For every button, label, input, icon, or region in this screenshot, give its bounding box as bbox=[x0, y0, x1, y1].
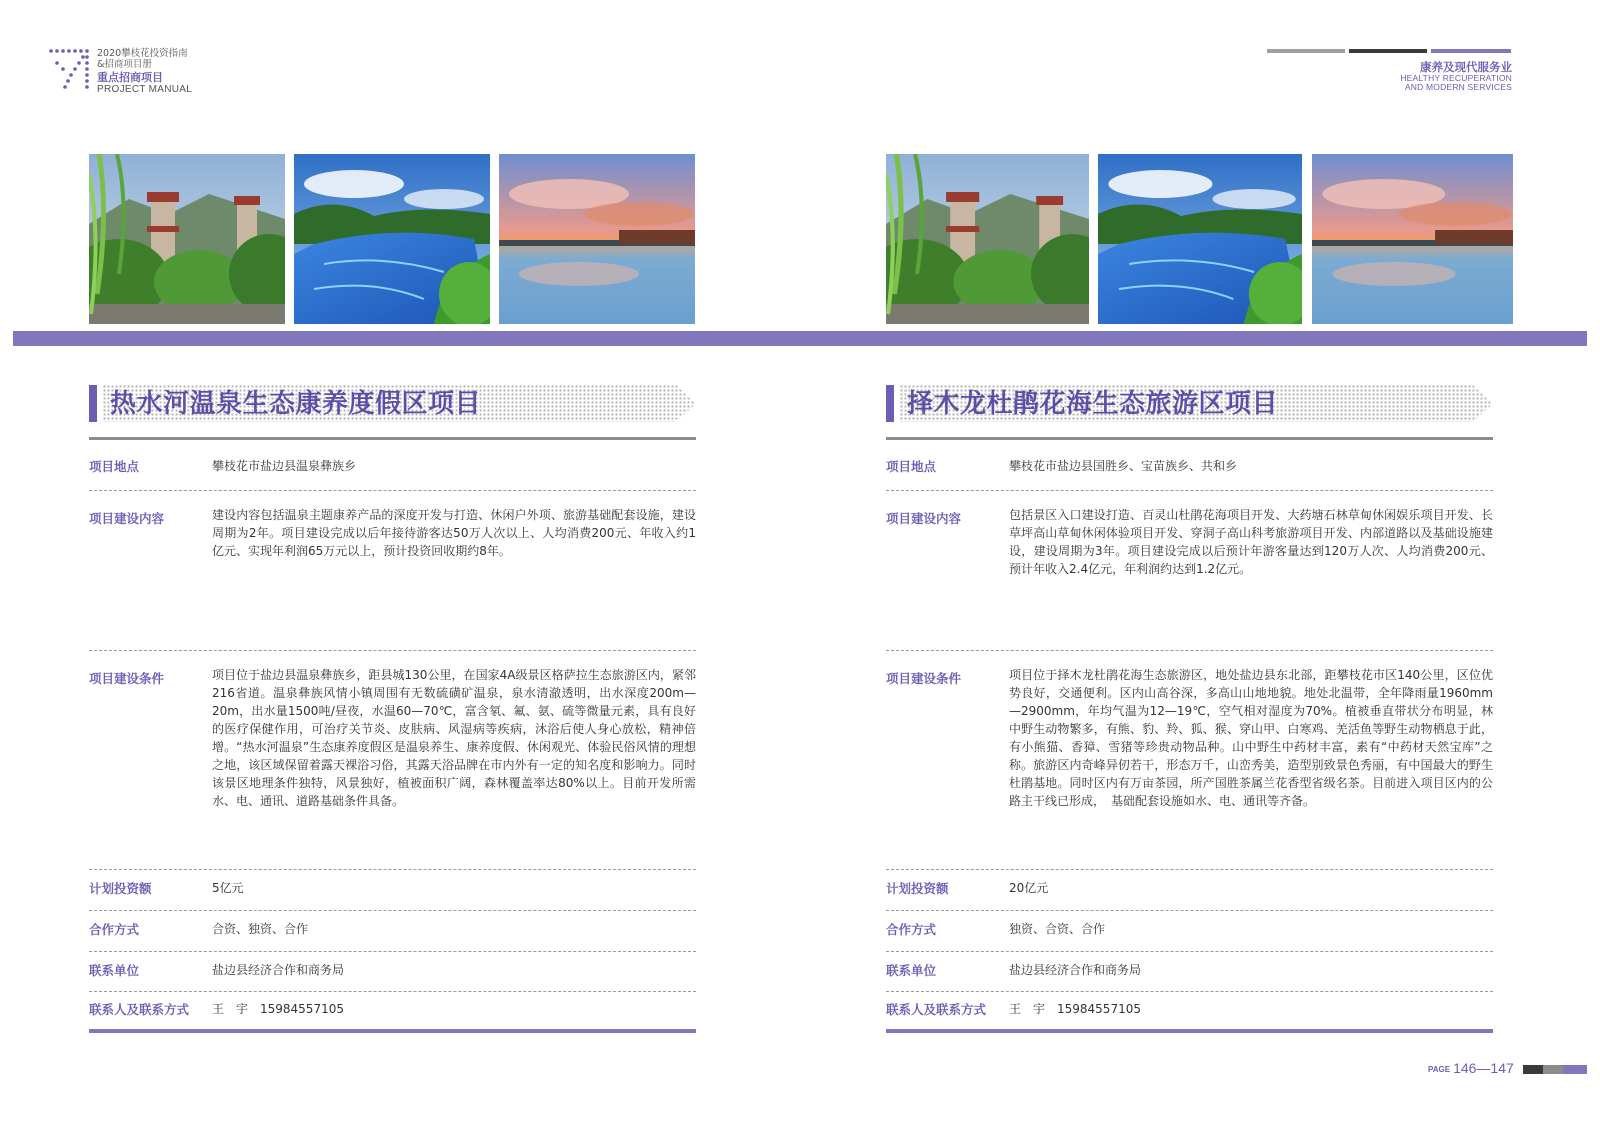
page-label: PAGE bbox=[1428, 1065, 1451, 1074]
bottom-rule bbox=[89, 1029, 696, 1033]
sector-title-en-1: HEALTHY RECUPERATION bbox=[1400, 73, 1512, 83]
conditions-value: 项目位于盐边县温泉彝族乡，距县城130公里，在国家4A级景区格萨拉生态旅游区内，紧邻216省道。温泉彝族风情小镇周围有无数硫磺矿温泉，泉水清澈透明，出水深度200m—20m，出水量1500吨/昼夜，水温60—70℃，富含氡、氟、氨、硫等微量元素，具有良好的医疗保健作用，可治疗关节炎、皮肤病、风湿病等疾病，沐浴后使人身心放松，精神倍增。“热水河温泉”生态康养度假区是温泉养生、康养度假、休闲观光、体验民俗风情的理想之地，该区域保留着露天裸浴习俗，其露天浴品牌在市内外有一定的知名度和影响力。同时该景区地理条件独特，风景独好，植被面积广阔，森林覆盖率达80%以上。目前开发所需水、电、通讯、道路基础条件具备。 bbox=[212, 668, 696, 808]
row-separator bbox=[886, 991, 1493, 992]
investment-value: 20亿元 bbox=[1009, 881, 1049, 895]
sunset-lake-photo bbox=[499, 154, 695, 324]
conditions-value: 项目位于择木龙杜鹃花海生态旅游区，地处盐边县东北部，距攀枝花市区140公里，区位优势良好，交通便利。区内山高谷深，多高山山地地貌。地处北温带，全年降雨量1960mm—2900mm，年均气温为12—19℃，空气相对湿度为70%。植被垂直带状分布明显，林中野生动物繁多，有熊、豹、羚、狐、猴、穿山甲、白寒鸡、羌活鱼等野生动物栖息于此，有小熊猫、香獐、雪猪等珍贵动物品种。山中野生中药材丰富，素有“中药材天然宝库”之称。旅游区内奇峰异仞若干，形态万千，山峦秀美，造型别致景色秀丽，有中国最大的野生杜鹃基地。同时区内有万亩茶园，所产国胜茶属兰花香型省级名茶。目前进入项目区内的公路主干线已形成， 基础配套设施如水、电、通讯等齐备。 bbox=[1009, 668, 1493, 808]
row-separator bbox=[89, 869, 696, 870]
investment-label: 计划投资额 bbox=[89, 881, 152, 896]
contact-person-value: 王 宇 15984557105 bbox=[212, 1002, 344, 1016]
location-value: 攀枝花市盐边县温泉彝族乡 bbox=[212, 459, 357, 473]
conditions-label: 项目建设条件 bbox=[886, 671, 962, 686]
sunset-lake-photo bbox=[1312, 154, 1513, 324]
content-label: 项目建设内容 bbox=[886, 511, 962, 526]
title-accent-bar bbox=[886, 385, 894, 422]
cooperation-label: 合作方式 bbox=[89, 922, 140, 937]
row-separator bbox=[886, 951, 1493, 952]
project-title: 热水河温泉生态康养度假区项目 bbox=[110, 389, 482, 419]
pool-with-palms-photo bbox=[294, 154, 490, 324]
content-value: 包括景区入口建设打造、百灵山杜鹃花海项目开发、大药塘石林草甸休闲娱乐项目开发、长草坪高山草甸休闲体验项目开发、穿洞子高山科考旅游项目开发、内部道路以及基础设施建设，建设周期为3年。项目建设完成以后预计年游客量达到120万人次、人均消费200元、预计年收入2.4亿元，年利润约达到1.2亿元。 bbox=[1009, 508, 1493, 576]
cooperation-label: 合作方式 bbox=[886, 922, 937, 937]
title-accent-bar bbox=[89, 385, 97, 422]
content-label: 项目建设内容 bbox=[89, 511, 165, 526]
investment-value: 5亿元 bbox=[212, 881, 244, 895]
investment-label: 计划投资额 bbox=[886, 881, 949, 896]
title-rule bbox=[89, 437, 696, 440]
section-band bbox=[13, 331, 1587, 346]
conditions-label: 项目建设条件 bbox=[89, 671, 165, 686]
row-separator bbox=[886, 910, 1493, 911]
sector-title-en-2: AND MODERN SERVICES bbox=[1404, 82, 1512, 92]
contact-unit-label: 联系单位 bbox=[886, 963, 937, 978]
row-separator bbox=[89, 650, 696, 651]
brand-logo-icon bbox=[48, 48, 92, 92]
row-separator bbox=[886, 869, 1493, 870]
tower-in-greenery-photo bbox=[886, 154, 1089, 324]
contact-person-label: 联系人及联系方式 bbox=[89, 1002, 190, 1017]
row-separator bbox=[89, 910, 696, 911]
contact-unit-label: 联系单位 bbox=[89, 963, 140, 978]
cooperation-value: 独资、合资、合作 bbox=[1009, 922, 1106, 936]
cooperation-value: 合资、独资、合作 bbox=[212, 922, 309, 936]
contact-person-label: 联系人及联系方式 bbox=[886, 1002, 987, 1017]
sector-header bbox=[1400, 60, 1512, 92]
row-separator bbox=[886, 650, 1493, 651]
contact-person-value: 王 宇 15984557105 bbox=[1009, 1002, 1141, 1016]
content-value: 建设内容包括温泉主题康养产品的深度开发与打造、休闲户外项、旅游基础配套设施，建设周期为2年。项目建设完成以后年接待游客达50万人次以上、人均消费200元、年收入约1亿元、实现年利润65万元以上，预计投资回收期约8年。 bbox=[212, 508, 696, 558]
row-separator bbox=[886, 490, 1493, 491]
contact-unit-value: 盐边县经济合作和商务局 bbox=[1009, 963, 1142, 977]
manual-title-line2: &招商项目册 bbox=[97, 59, 152, 70]
manual-section-title: 重点招商项目 bbox=[97, 71, 163, 84]
row-separator bbox=[89, 991, 696, 992]
page-number bbox=[1428, 1060, 1514, 1078]
tower-in-greenery-photo bbox=[89, 154, 285, 324]
title-rule bbox=[886, 437, 1493, 440]
project-card-azalea-sea bbox=[886, 380, 1493, 1040]
project-card-hot-spring bbox=[89, 380, 696, 1040]
bottom-rule bbox=[886, 1029, 1493, 1033]
pool-with-palms-photo bbox=[1098, 154, 1302, 324]
manual-title-en: PROJECT MANUAL bbox=[97, 84, 193, 95]
page-numbers: 146—147 bbox=[1453, 1060, 1514, 1076]
location-value: 攀枝花市盐边县国胜乡、宝苗族乡、共和乡 bbox=[1009, 459, 1238, 473]
location-label: 项目地点 bbox=[89, 459, 140, 474]
manual-header bbox=[97, 48, 192, 95]
project-title: 择木龙杜鹃花海生态旅游区项目 bbox=[907, 389, 1279, 419]
sector-title: 康养及现代服务业 bbox=[1420, 60, 1512, 74]
manual-title-line1: 2020攀枝花投资指南 bbox=[97, 48, 188, 59]
location-label: 项目地点 bbox=[886, 459, 937, 474]
row-separator bbox=[89, 951, 696, 952]
row-separator bbox=[89, 490, 696, 491]
contact-unit-value: 盐边县经济合作和商务局 bbox=[212, 963, 345, 977]
header-decor-bars bbox=[1267, 49, 1511, 53]
